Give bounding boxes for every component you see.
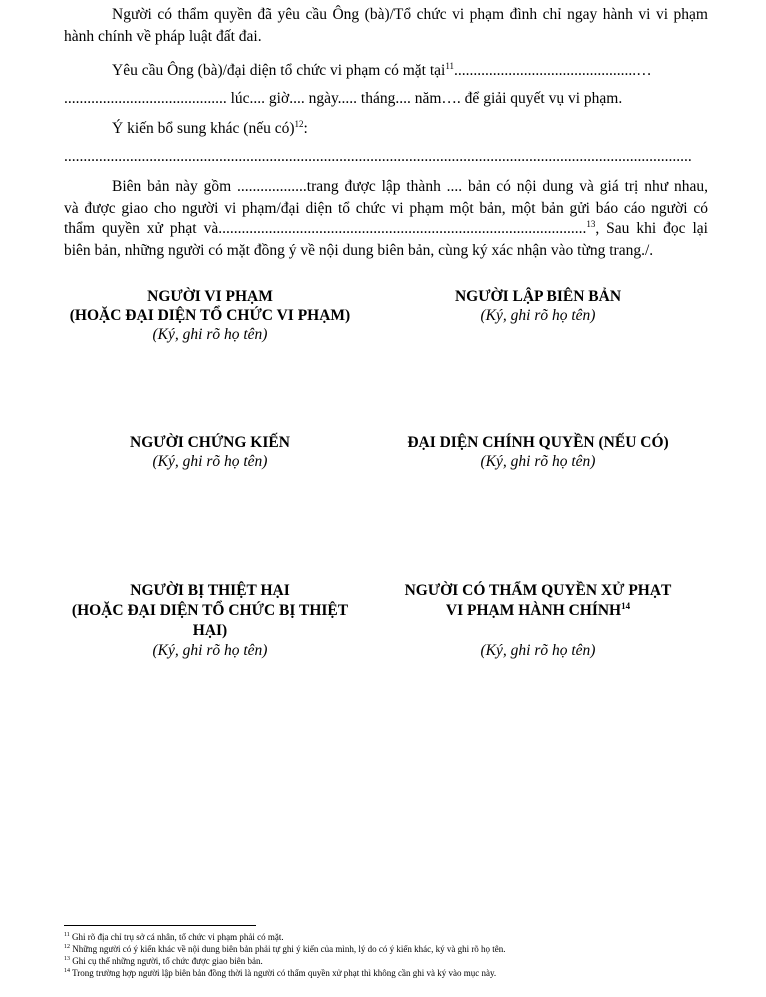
paragraph-stop-violation (64, 4, 708, 26)
paragraph-record-copies-line2 (64, 198, 708, 220)
signature-title: NGƯỜI CHỨNG KIẾN (130, 434, 290, 451)
fill-in-dots: ...............................................… (454, 62, 652, 79)
signature-subtitle: VI PHẠM HÀNH CHÍNH (445, 602, 622, 619)
signature-block-victim (40, 581, 380, 661)
footnote-text: Ghi cụ thể những người, tổ chức được giao biên bản. (72, 956, 263, 966)
signature-block-witness (40, 433, 380, 471)
signature-note: (Ký, ghi rõ họ tên) (480, 307, 596, 324)
signature-note: (Ký, ghi rõ họ tên) (152, 642, 268, 659)
paragraph-record-copies (64, 176, 708, 198)
footnote-number: 11 (64, 932, 70, 938)
paragraph-text: biên bản, những người có mặt đồng ý về nội dung biên bản, cùng ký xác nhận vào từng trang./. (64, 242, 654, 259)
footnote-number: 14 (64, 968, 70, 974)
paragraph-appear-request (64, 60, 708, 82)
footnote-12 (64, 944, 506, 955)
footnote-ref: 13 (586, 218, 596, 229)
footnote-number: 13 (64, 956, 70, 962)
footnote-11 (64, 932, 284, 943)
footnote-ref: 11 (445, 60, 455, 71)
paragraph-stop-violation-cont (64, 26, 708, 48)
footnote-14 (64, 968, 496, 979)
fill-in-dots: .................................................................................................................................................................. (64, 148, 692, 165)
paragraph-text: Biên bản này gồm ..................trang được lập thành .... bản có nội dung và giá trị như nhau, (112, 178, 708, 195)
signature-title: ĐẠI DIỆN CHÍNH QUYỀN (NẾU CÓ) (407, 434, 669, 451)
paragraph-record-copies-line3 (64, 218, 708, 240)
paragraph-text: Yêu cầu Ông (bà)/đại diện tổ chức vi phạm có mặt tại (112, 62, 446, 79)
signature-title: NGƯỜI CÓ THẨM QUYỀN XỬ PHẠT (404, 582, 672, 599)
paragraph-text: , Sau khi đọc lại (595, 220, 708, 237)
paragraph-text: Ý kiến bổ sung khác (nếu có) (112, 120, 295, 137)
paragraph-text: : (303, 120, 308, 137)
signature-note: (Ký, ghi rõ họ tên) (152, 326, 268, 343)
footnote-text: Những người có ý kiến khác về nội dung biên bản phải tự ghi ý kiến của mình, lý do có ý kiến khác, ký và ghi rõ họ tên. (72, 944, 506, 954)
signature-title: NGƯỜI VI PHẠM (147, 288, 273, 305)
footnote-number: 12 (64, 944, 70, 950)
signature-title: NGƯỜI BỊ THIỆT HẠI (130, 582, 290, 599)
paragraph-text: thẩm quyền xử phạt và............................................................................................... (64, 220, 587, 237)
footnote-divider (64, 925, 256, 926)
paragraph-record-copies-line4 (64, 240, 708, 262)
signature-title: NGƯỜI LẬP BIÊN BẢN (454, 288, 622, 305)
signature-subtitle: (HOẶC ĐẠI DIỆN TỔ CHỨC BỊ THIỆT (71, 602, 349, 619)
paragraph-appear-time (64, 88, 708, 110)
signature-subtitle-wrap (380, 601, 696, 621)
footnote-13 (64, 956, 263, 967)
fill-in-dots-line (64, 146, 708, 168)
signature-block-local-authority (380, 433, 696, 471)
signature-block-recorder (380, 287, 696, 325)
signature-note: (Ký, ghi rõ họ tên) (152, 453, 268, 470)
signature-subtitle: (HOẶC ĐẠI DIỆN TỔ CHỨC VI PHẠM) (69, 307, 351, 324)
footnote-text: Ghi rõ địa chỉ trụ sở cá nhân, tổ chức vi phạm phải có mặt. (72, 932, 284, 942)
paragraph-text: và được giao cho người vi phạm/đại diện tổ chức vi phạm một bản, một bản gửi báo cáo người có (64, 200, 708, 217)
paragraph-text: hành chính về pháp luật đất đai. (64, 28, 262, 45)
paragraph-text: .......................................... lúc.... giờ.... ngày..... tháng.... năm…. để giải quyết vụ vi phạm. (64, 90, 623, 107)
signature-note: (Ký, ghi rõ họ tên) (480, 453, 596, 470)
paragraph-additional-opinion (64, 118, 708, 140)
signature-block-violator (40, 287, 380, 344)
paragraph-text: Người có thẩm quyền đã yêu cầu Ông (bà)/Tổ chức vi phạm đình chỉ ngay hành vi vi phạm (112, 6, 708, 23)
signature-note: (Ký, ghi rõ họ tên) (480, 642, 596, 659)
footnote-text: Trong trường hợp người lập biên bản đồng thời là người có thẩm quyền xử phạt thì không cần ghi và ký vào mục này. (72, 968, 497, 978)
footnote-ref: 12 (294, 118, 304, 129)
signature-subtitle: HẠI) (192, 622, 228, 639)
signature-block-competent-authority (380, 581, 696, 661)
footnote-ref: 14 (621, 600, 631, 611)
